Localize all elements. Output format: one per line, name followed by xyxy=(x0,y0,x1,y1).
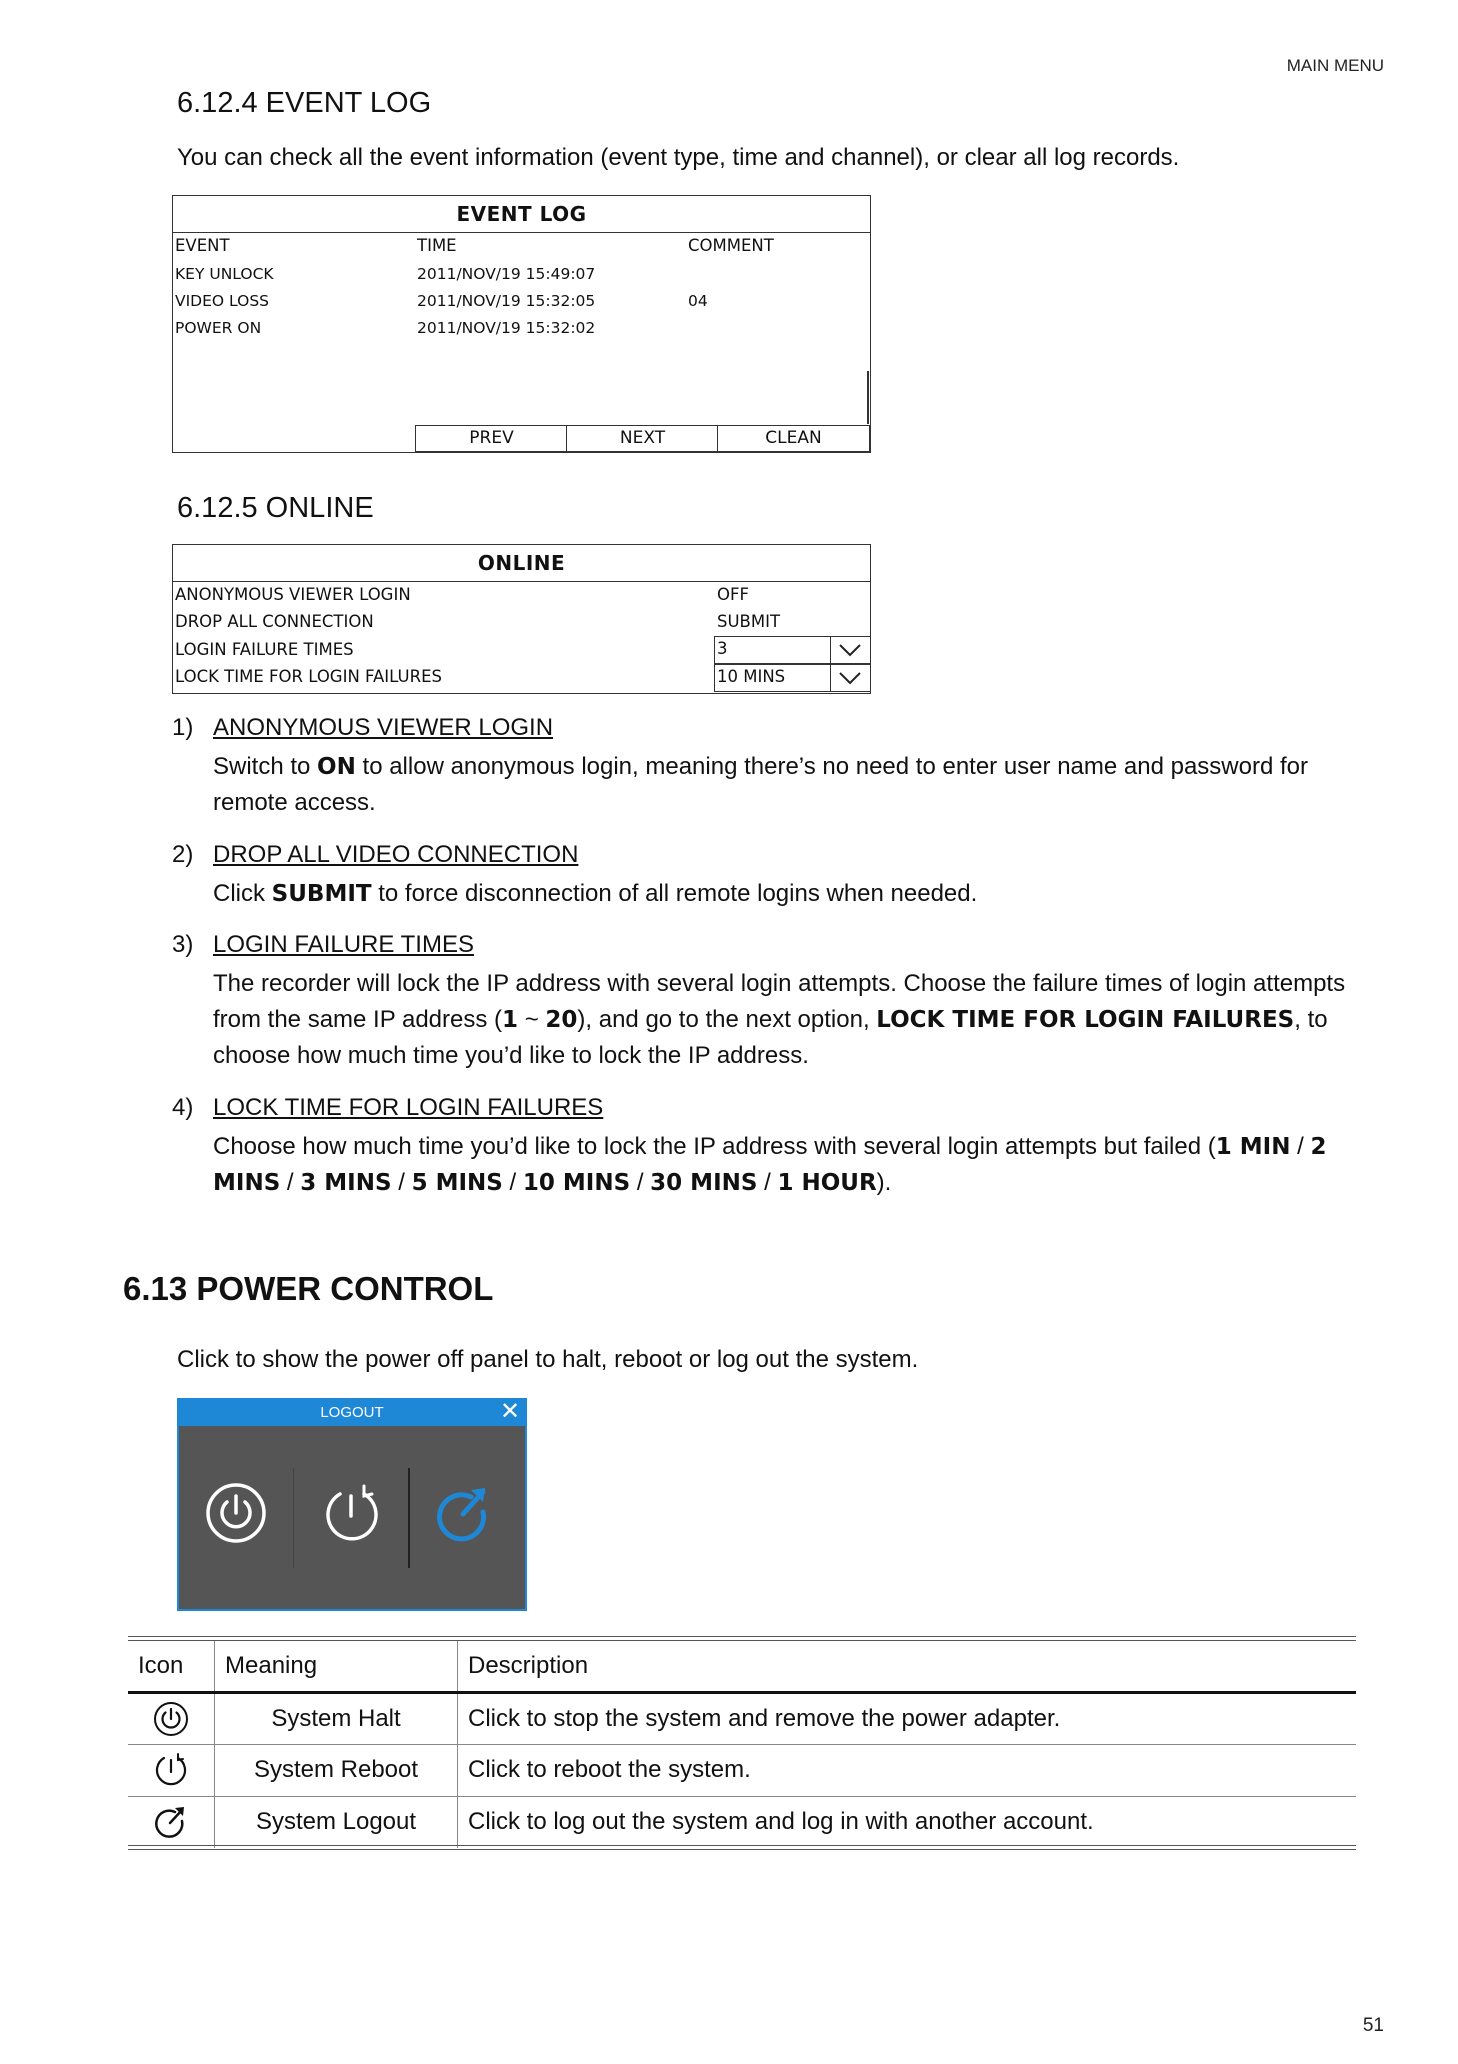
lock-time-value: 10 MINS xyxy=(717,667,786,686)
icon-cell xyxy=(128,1744,215,1796)
description-cell: Click to log out the system and log in with another account. xyxy=(468,1808,1094,1836)
page-number: 51 xyxy=(1362,2015,1384,2036)
list-item-title: LOCK TIME FOR LOGIN FAILURES xyxy=(213,1094,604,1121)
icon-cell xyxy=(128,1796,215,1848)
log-row-comment: 04 xyxy=(688,292,708,310)
log-row-event: KEY UNLOCK xyxy=(175,265,274,283)
log-row-time: 2011/NOV/19 15:32:02 xyxy=(417,319,596,337)
table-row xyxy=(128,1692,1356,1744)
list-number: 2) xyxy=(172,841,194,868)
table-row xyxy=(128,1796,1356,1848)
description-cell: Click to reboot the system. xyxy=(468,1756,751,1783)
table-header-row xyxy=(128,1641,1356,1692)
prev-button[interactable]: PREV xyxy=(415,425,568,452)
section-heading-online: 6.12.5 ONLINE xyxy=(177,492,374,524)
anonymous-viewer-login-toggle[interactable]: OFF xyxy=(717,585,749,604)
power-icons-table xyxy=(128,1641,1356,1848)
table-row xyxy=(128,1744,1356,1796)
log-row-event: VIDEO LOSS xyxy=(175,292,269,310)
divider xyxy=(867,371,869,424)
lock-time-select[interactable] xyxy=(714,664,871,692)
list-item-body: Click SUBMIT to force disconnection of all remote logins when needed. xyxy=(213,880,978,907)
log-row-time: 2011/NOV/19 15:49:07 xyxy=(417,265,596,283)
list-item-title: DROP ALL VIDEO CONNECTION xyxy=(213,841,579,868)
list-number: 1) xyxy=(172,714,194,741)
clean-button[interactable]: CLEAN xyxy=(717,425,870,452)
list-item-body: Choose how much time you’d like to lock the IP address with several login attempts but failed (1 MIN / 2 MINS / 3 MINS / 5 MINS / 10 MINS / 30 MINS / 1 HOUR). xyxy=(213,1133,1327,1196)
submit-button[interactable]: SUBMIT xyxy=(717,612,781,631)
meaning-cell: System Halt xyxy=(215,1692,458,1744)
close-icon[interactable]: ✕ xyxy=(499,1398,521,1425)
meaning-cell: System Reboot xyxy=(215,1744,458,1796)
meaning-cell: System Logout xyxy=(215,1796,458,1848)
anonymous-viewer-login-label: ANONYMOUS VIEWER LOGIN xyxy=(175,585,411,604)
column-header-time: TIME xyxy=(417,236,457,255)
chevron-down-icon[interactable] xyxy=(830,637,870,663)
header-meaning: Meaning xyxy=(215,1641,458,1692)
list-item-title: LOGIN FAILURE TIMES xyxy=(213,931,474,958)
login-failure-times-label: LOGIN FAILURE TIMES xyxy=(175,640,354,659)
power-icon xyxy=(153,1704,189,1731)
divider xyxy=(408,1468,410,1568)
event-log-panel xyxy=(172,195,871,453)
column-header-comment: COMMENT xyxy=(688,236,774,255)
list-item-title: ANONYMOUS VIEWER LOGIN xyxy=(213,714,554,741)
reboot-icon xyxy=(153,1755,189,1782)
log-row-event: POWER ON xyxy=(175,319,262,337)
icon-cell xyxy=(128,1692,215,1744)
logout-dialog xyxy=(177,1398,527,1611)
description-cell: Click to stop the system and remove the power adapter. xyxy=(468,1704,1061,1732)
table-rule-bottom xyxy=(128,1845,1356,1850)
chevron-down-icon[interactable] xyxy=(830,665,870,691)
section-heading-power-control: 6.13 POWER CONTROL xyxy=(123,1270,494,1307)
next-button[interactable]: NEXT xyxy=(566,425,719,452)
list-number: 3) xyxy=(172,931,194,958)
event-log-panel-title: EVENT LOG xyxy=(173,196,870,233)
dialog-title: LOGOUT xyxy=(179,1400,525,1426)
running-head: MAIN MENU xyxy=(1286,56,1384,75)
header-description: Description xyxy=(468,1651,589,1679)
online-panel-title: ONLINE xyxy=(173,545,870,582)
power-icon[interactable] xyxy=(205,1482,267,1549)
divider xyxy=(293,1468,294,1568)
reboot-icon[interactable] xyxy=(320,1482,382,1549)
list-number: 4) xyxy=(172,1094,194,1121)
online-panel xyxy=(172,544,871,694)
header-icon: Icon xyxy=(128,1641,215,1692)
event-log-intro: You can check all the event information (event type, time and channel), or clear all log records. xyxy=(177,144,1180,171)
logout-icon[interactable] xyxy=(433,1482,495,1549)
list-item-body: The recorder will lock the IP address with several login attempts. Choose the failure times of login attempts from the same IP address (1 ~ 20), and go to the next option, LOCK TIME FOR LOGIN FAILURES, to choose how much time you’d like to lock the IP address. xyxy=(213,970,1346,1069)
power-control-intro: Click to show the power off panel to halt, reboot or log out the system. xyxy=(177,1346,919,1373)
list-item-body: Switch to ON to allow anonymous login, meaning there’s no need to enter user name and password for remote access. xyxy=(213,753,1308,816)
logout-icon xyxy=(153,1808,189,1835)
section-heading-event-log: 6.12.4 EVENT LOG xyxy=(177,87,432,119)
login-failure-times-select[interactable] xyxy=(714,636,871,664)
login-failure-times-value: 3 xyxy=(717,639,728,658)
lock-time-label: LOCK TIME FOR LOGIN FAILURES xyxy=(175,667,442,686)
drop-all-connection-label: DROP ALL CONNECTION xyxy=(175,612,374,631)
column-header-event: EVENT xyxy=(175,236,230,255)
log-row-time: 2011/NOV/19 15:32:05 xyxy=(417,292,596,310)
